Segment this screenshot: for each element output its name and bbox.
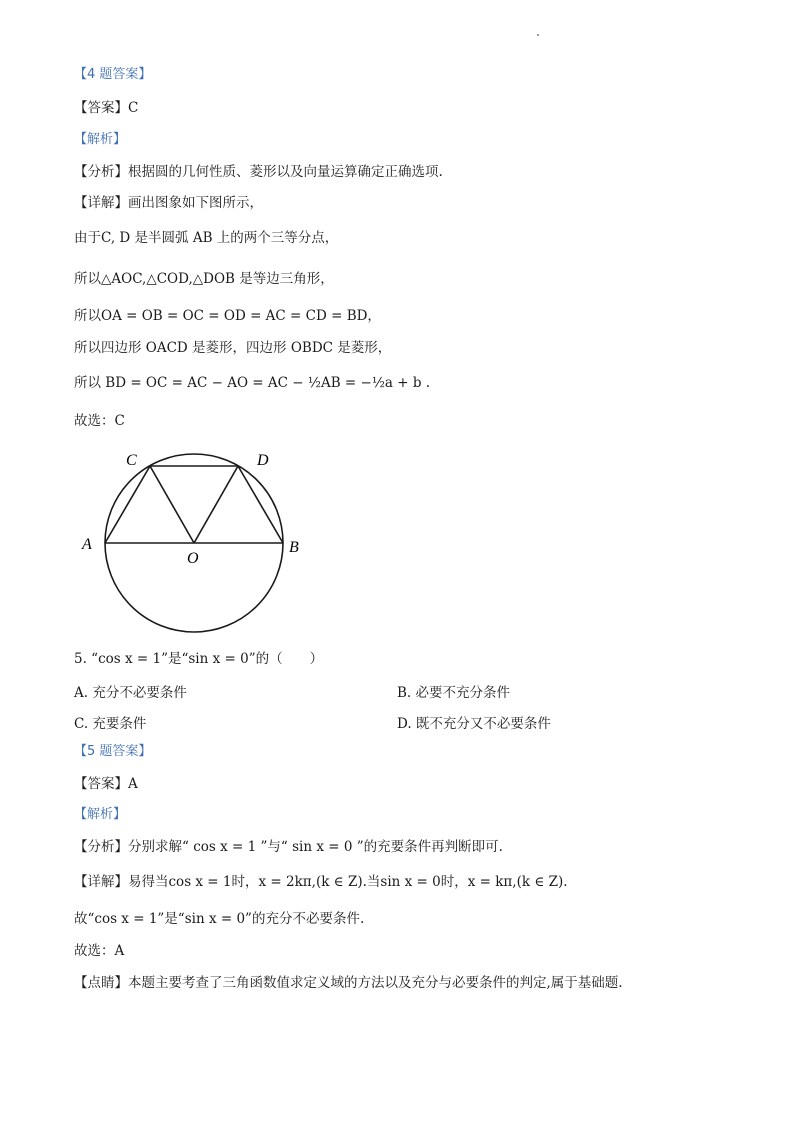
- label-a: A: [82, 536, 92, 553]
- q5-option-a: A. 充分不必要条件: [74, 685, 187, 701]
- q5-option-c: C. 充要条件: [74, 716, 147, 732]
- q4-choice: 故选：C: [74, 413, 125, 429]
- semicircle-figure: [74, 446, 334, 646]
- segment-ac: [105, 466, 150, 543]
- segment-od: [194, 466, 238, 543]
- q4-line2: 所以△AOC,△COD,△DOB 是等边三角形，: [74, 271, 334, 287]
- q4-line4: 所以四边形 OACD 是菱形，四边形 OBDC 是菱形，: [74, 340, 392, 356]
- q4-line5: 所以 BD = OC = AC − AO = AC − ½AB = −½a + b .: [74, 375, 431, 391]
- label-d: D: [257, 452, 269, 469]
- q4-detail: 【详解】画出图象如下图所示，: [74, 195, 263, 211]
- q5-choice: 故选：A: [74, 943, 125, 959]
- q5-answer-header: 【5 题答案】: [74, 744, 152, 759]
- label-o: O: [187, 550, 199, 567]
- q4-answer-header: 【4 题答案】: [74, 67, 152, 82]
- q5-conclusion: 故“cos x = 1”是“sin x = 0”的充分不必要条件.: [74, 911, 365, 927]
- q5-fenxi: 【分析】分别求解“ cos x = 1 ”与“ sin x = 0 ”的充要条件再判断即可.: [74, 839, 503, 855]
- q4-line1: 由于C, D 是半圆弧 AB 上的两个三等分点，: [74, 230, 339, 246]
- segment-db: [238, 466, 283, 543]
- q5-option-d: D. 既不充分又不必要条件: [397, 716, 551, 732]
- q5-stem: 5. “cos x = 1”是“sin x = 0”的（ ）: [74, 651, 324, 667]
- q4-analysis-header: 【解析】: [74, 132, 127, 147]
- segment-oc: [150, 466, 194, 543]
- scan-dot: [537, 34, 539, 36]
- q5-analysis-header: 【解析】: [74, 807, 127, 822]
- q4-line3: 所以OA = OB = OC = OD = AC = CD = BD，: [74, 308, 381, 324]
- label-c: C: [126, 452, 137, 469]
- q5-answer: 【答案】A: [74, 776, 138, 792]
- label-b: B: [289, 539, 299, 556]
- q4-answer: 【答案】C: [74, 100, 139, 116]
- q5-comment: 【点睛】本题主要考查了三角函数值求定义域的方法以及充分与必要条件的判定,属于基础题.: [74, 975, 623, 991]
- q4-fenxi: 【分析】根据圆的几何性质、菱形以及向量运算确定正确选项.: [74, 164, 443, 180]
- q5-detail: 【详解】易得当cos x = 1时，x = 2kπ,(k ∈ Z).当sin x = 0时，x = kπ,(k ∈ Z).: [74, 874, 568, 890]
- q5-option-b: B. 必要不充分条件: [397, 685, 511, 701]
